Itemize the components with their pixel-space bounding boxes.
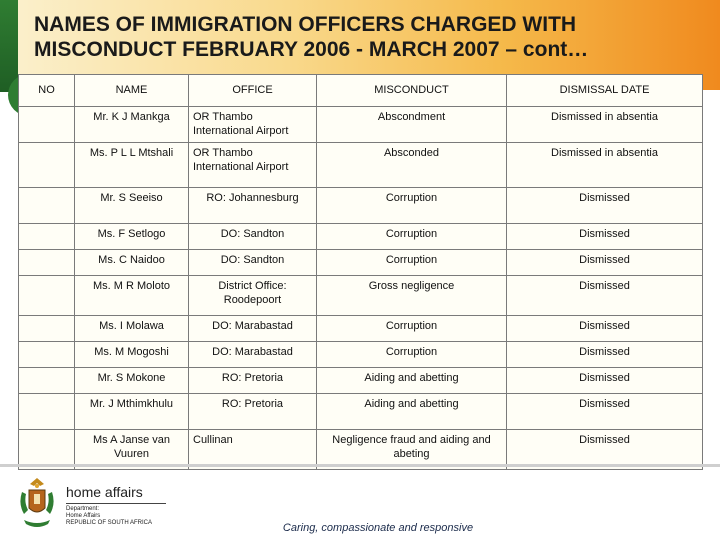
brand-name: home affairs — [66, 484, 143, 500]
brand-divider — [66, 503, 166, 504]
cell-office: DO: Sandton — [189, 224, 317, 250]
cell-office: DO: Marabastad — [189, 316, 317, 342]
cell-office: DO: Sandton — [189, 250, 317, 276]
cell-no — [19, 394, 75, 430]
cell-office: RO: Pretoria — [189, 394, 317, 430]
cell-misconduct: Aiding and abetting — [317, 394, 507, 430]
cell-dismissal: Dismissed — [507, 250, 703, 276]
cell-office: Cullinan — [189, 430, 317, 470]
cell-dismissal: Dismissed — [507, 342, 703, 368]
page-title — [34, 12, 704, 62]
column-header-no: NO — [19, 75, 75, 107]
cell-misconduct: Negligence fraud and aiding and abeting — [317, 430, 507, 470]
cell-name: Ms. F Setlogo — [75, 224, 189, 250]
cell-name: Mr. S Mokone — [75, 368, 189, 394]
cell-dismissal: Dismissed — [507, 316, 703, 342]
cell-misconduct: Aiding and abetting — [317, 368, 507, 394]
cell-misconduct: Corruption — [317, 188, 507, 224]
officers-table — [18, 74, 703, 470]
cell-no — [19, 143, 75, 188]
column-header-misconduct: MISCONDUCT — [317, 75, 507, 107]
cell-no — [19, 368, 75, 394]
cell-misconduct: Corruption — [317, 342, 507, 368]
cell-dismissal: Dismissed in absentia — [507, 143, 703, 188]
cell-misconduct: Abscondment — [317, 107, 507, 143]
cell-name: Mr. S Seeiso — [75, 188, 189, 224]
column-header-name: NAME — [75, 75, 189, 107]
cell-office: RO: Johannesburg — [189, 188, 317, 224]
cell-misconduct: Corruption — [317, 224, 507, 250]
cell-name: Mr. K J Mankga — [75, 107, 189, 143]
cell-no — [19, 342, 75, 368]
cell-dismissal: Dismissed — [507, 394, 703, 430]
cell-misconduct: Corruption — [317, 250, 507, 276]
column-header-office: OFFICE — [189, 75, 317, 107]
brand-department-name: Home Affairs — [66, 513, 101, 519]
cell-name: Ms A Janse van Vuuren — [75, 430, 189, 470]
cell-name: Ms. P L L Mtshali — [75, 143, 189, 188]
cell-name: Ms. C Naidoo — [75, 250, 189, 276]
column-header-dismissal-date: DISMISSAL DATE — [507, 75, 703, 107]
table-row — [19, 276, 703, 316]
cell-office: OR Thambo International Airport — [189, 107, 317, 143]
cell-no — [19, 107, 75, 143]
cell-office: DO: Marabastad — [189, 342, 317, 368]
cell-dismissal: Dismissed — [507, 188, 703, 224]
table-row — [19, 188, 703, 224]
table-row — [19, 394, 703, 430]
table-row — [19, 342, 703, 368]
title-line-1: NAMES OF IMMIGRATION OFFICERS CHARGED WITH — [34, 13, 577, 36]
cell-no — [19, 276, 75, 316]
cell-office: OR Thambo International Airport — [189, 143, 317, 188]
cell-misconduct: Absconded — [317, 143, 507, 188]
cell-name: Mr. J Mthimkhulu — [75, 394, 189, 430]
table-row — [19, 107, 703, 143]
cell-name: Ms. I Molawa — [75, 316, 189, 342]
cell-name: Ms. M R Moloto — [75, 276, 189, 316]
cell-office: District Office: Roodepoort — [189, 276, 317, 316]
table-row — [19, 250, 703, 276]
cell-no — [19, 224, 75, 250]
table-row — [19, 316, 703, 342]
brand-block — [66, 484, 166, 527]
cell-dismissal: Dismissed in absentia — [507, 107, 703, 143]
table-row — [19, 224, 703, 250]
cell-dismissal: Dismissed — [507, 276, 703, 316]
cell-misconduct: Gross negligence — [317, 276, 507, 316]
cell-office: RO: Pretoria — [189, 368, 317, 394]
cell-dismissal: Dismissed — [507, 224, 703, 250]
cell-no — [19, 250, 75, 276]
cell-no — [19, 188, 75, 224]
cell-misconduct: Corruption — [317, 316, 507, 342]
cell-dismissal: Dismissed — [507, 430, 703, 470]
table-row — [19, 143, 703, 188]
title-line-2: MISCONDUCT FEBRUARY 2006 - MARCH 2007 – cont… — [34, 38, 589, 61]
brand-country: REPUBLIC OF SOUTH AFRICA — [66, 520, 153, 526]
table-header-row — [19, 75, 703, 107]
brand-department-label: Department: — [66, 506, 100, 512]
cell-name: Ms. M Mogoshi — [75, 342, 189, 368]
cell-no — [19, 316, 75, 342]
table-row — [19, 368, 703, 394]
cell-dismissal: Dismissed — [507, 368, 703, 394]
footer-divider — [0, 464, 720, 467]
footer-motto: Caring, compassionate and responsive — [282, 522, 474, 534]
